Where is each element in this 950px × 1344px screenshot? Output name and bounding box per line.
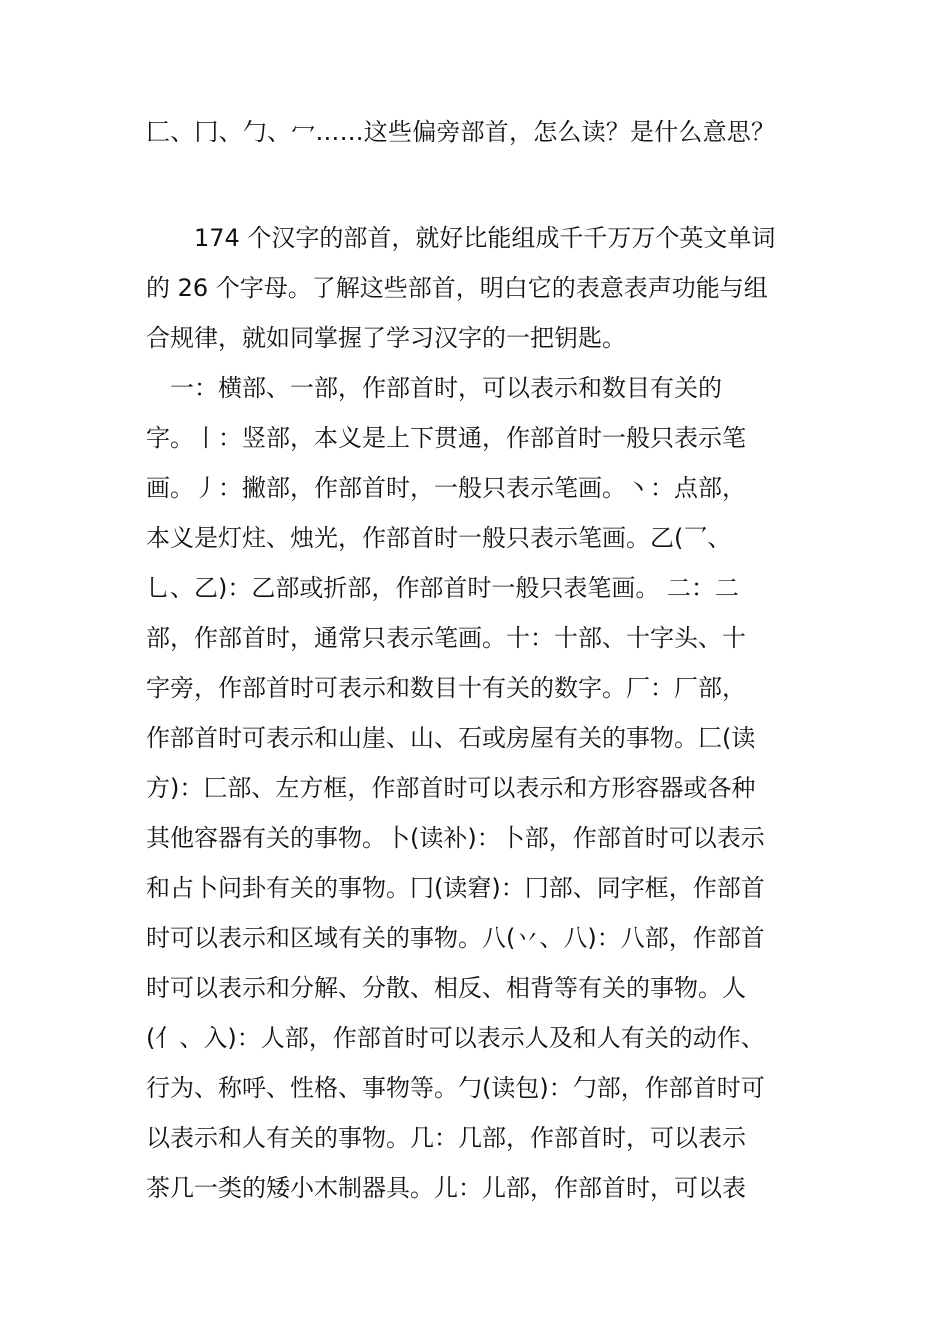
body-line: 方)：匚部、左方框，作部首时可以表示和方形容器或各种 bbox=[146, 774, 756, 802]
body-line: 字旁，作部首时可表示和数目十有关的数字。厂：厂部， bbox=[146, 674, 746, 702]
body-line: 其他容器有关的事物。卜(读补)：卜部，作部首时可以表示 bbox=[146, 824, 765, 852]
body-line: 一：横部、一部，作部首时，可以表示和数目有关的 bbox=[146, 374, 722, 402]
intro-paragraph bbox=[146, 213, 818, 363]
body-line: 茶几一类的矮小木制器具。儿：儿部，作部首时，可以表 bbox=[146, 1174, 746, 1202]
intro-line: 合规律，就如同掌握了学习汉字的一把钥匙。 bbox=[146, 324, 626, 352]
body-line: 时可以表示和区域有关的事物。八(丷、八)：八部，作部首 bbox=[146, 924, 765, 952]
body-line: 作部首时可表示和山崖、山、石或房屋有关的事物。匚(读 bbox=[146, 724, 756, 752]
body-line: 画。丿：撇部，作部首时，一般只表示笔画。丶：点部， bbox=[146, 474, 746, 502]
body-line: 和占卜问卦有关的事物。冂(读窘)：冂部、同字框，作部首 bbox=[146, 874, 765, 902]
body-line: 以表示和人有关的事物。几：几部，作部首时，可以表示 bbox=[146, 1124, 746, 1152]
body-line: 乚、乙)：乙部或折部，作部首时一般只表笔画。 二：二 bbox=[146, 574, 739, 602]
body-line: 部，作部首时，通常只表示笔画。十：十部、十字头、十 bbox=[146, 624, 746, 652]
body-line: 时可以表示和分解、分散、相反、相背等有关的事物。人 bbox=[146, 974, 746, 1002]
body-line: 本义是灯炷、烛光，作部首时一般只表示笔画。乙(乛、 bbox=[146, 524, 732, 552]
intro-line: 的 26 个字母。了解这些部首，明白它的表意表声功能与组 bbox=[146, 274, 768, 302]
document-title: 匚、冂、勹、冖……这些偏旁部首，怎么读？是什么意思？ bbox=[146, 118, 776, 146]
radicals-paragraph bbox=[146, 363, 818, 1213]
intro-line: 174 个汉字的部首，就好比能组成千千万万个英文单词 bbox=[146, 224, 776, 252]
body-line: 字。丨：竖部，本义是上下贯通，作部首时一般只表示笔 bbox=[146, 424, 746, 452]
body-line: 行为、称呼、性格、事物等。勹(读包)：勹部，作部首时可 bbox=[146, 1074, 765, 1102]
body-line: (亻、入)：人部，作部首时可以表示人及和人有关的动作、 bbox=[146, 1024, 765, 1052]
